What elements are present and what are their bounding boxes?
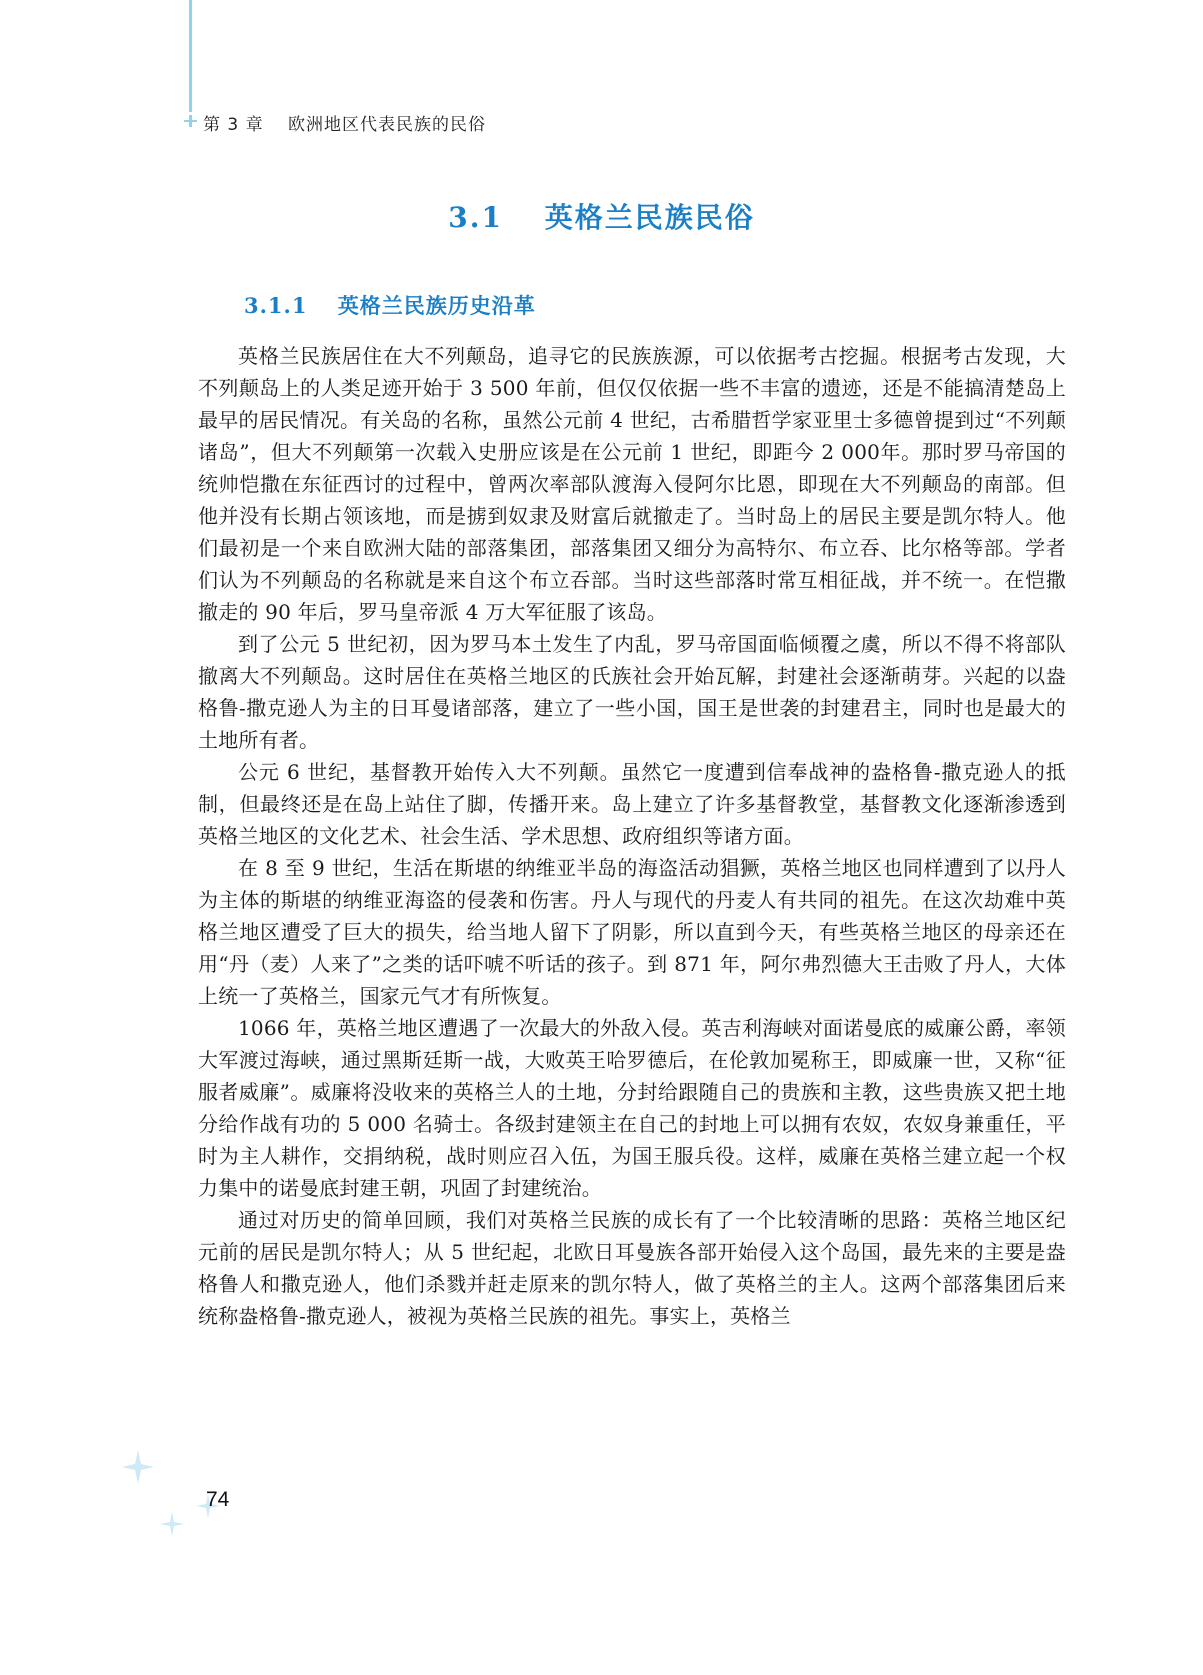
paragraph: 在 8 至 9 世纪，生活在斯堪的纳维亚半岛的海盗活动猖獗，英格兰地区也同样遭到了以丹人为主体的斯堪的纳维亚海盗的侵袭和伤害。丹人与现代的丹麦人有共同的祖先。在这次劫难中英格兰地区遭受了巨大的损失，给当地人留下了阴影，所以直到今天，有些英格兰地区的母亲还在用“丹（麦）人来了”之类的话吓唬不听话的孩子。到 871 年，阿尔弗烈德大王击败了丹人，大体上统一了英格兰，国家元气才有所恢复。: [198, 856, 1066, 1008]
section-number: 3.1: [448, 201, 503, 234]
running-header: [203, 110, 486, 135]
subsection-heading: [244, 290, 536, 320]
section-title: 英格兰民族民俗: [544, 201, 755, 234]
subsection-number: 3.1.1: [244, 293, 308, 318]
section-heading: [0, 196, 1203, 236]
body-text: [198, 340, 1066, 1332]
subsection-title: 英格兰民族历史沿革: [337, 294, 536, 318]
paragraph: 到了公元 5 世纪初，因为罗马本土发生了内乱，罗马帝国面临倾覆之虞，所以不得不将部队撤离大不列颠岛。这时居住在英格兰地区的氏族社会开始瓦解，封建社会逐渐萌芽。兴起的以盎格鲁-撒克逊人为主的日耳曼诸部落，建立了一些小国，国王是世袭的封建君主，同时也是最大的土地所有者。: [198, 632, 1066, 752]
paragraph: 通过对历史的简单回顾，我们对英格兰民族的成长有了一个比较清晰的思路：英格兰地区纪元前的居民是凯尔特人；从 5 世纪起，北欧日耳曼族各部开始侵入这个岛国，最先来的主要是盎格鲁人和撒克逊人，他们杀戮并赶走原来的凯尔特人，做了英格兰的主人。这两个部落集团后来统称盎格鲁-撒克逊人，被视为英格兰民族的祖先。事实上，英格兰: [198, 1208, 1066, 1328]
paragraph: 英格兰民族居住在大不列颠岛，追寻它的民族族源，可以依据考古挖掘。根据考古发现，大不列颠岛上的人类足迹开始于 3 500 年前，但仅仅依据一些不丰富的遗迹，还是不能搞清楚岛上最早的居民情况。有关岛的名称，虽然公元前 4 世纪，古希腊哲学家亚里士多德曾提到过“不列颠诸岛”，但大不列颠第一次载入史册应该是在公元前 1 世纪，即距今 2 000年。那时罗马帝国的统帅恺撒在东征西讨的过程中，曾两次率部队渡海入侵阿尔比恩，即现在大不列颠岛的南部。但他并没有长期占领该地，而是掳到奴隶及财富后就撤走了。当时岛上的居民主要是凯尔特人。他们最初是一个来自欧洲大陆的部落集团，部落集团又细分为高特尔、布立吞、比尔格等部。学者们认为不列颠岛的名称就是来自这个布立吞部。当时这些部落时常互相征战，并不统一。在恺撒撤走的 90 年后，罗马皇帝派 4 万大军征服了该岛。: [198, 344, 1066, 624]
margin-decor-cross-v: [189, 115, 192, 127]
paragraph: 1066 年，英格兰地区遭遇了一次最大的外敌入侵。英吉利海峡对面诺曼底的威廉公爵，率领大军渡过海峡，通过黑斯廷斯一战，大败英王哈罗德后，在伦敦加冕称王，即威廉一世，又称“征服者威廉”。威廉将没收来的英格兰人的土地，分封给跟随自己的贵族和主教，这些贵族又把土地分给作战有功的 5 000 名骑士。各级封建领主在自己的封地上可以拥有农奴，农奴身兼重任，平时为主人耕作，交捐纳税，战时则应召入伍，为国王服兵役。这样，威廉在英格兰建立起一个权力集中的诺曼底封建王朝，巩固了封建统治。: [198, 1016, 1066, 1200]
paragraph: 公元 6 世纪，基督教开始传入大不列颠。虽然它一度遭到信奉战神的盎格鲁-撒克逊人的抵制，但最终还是在岛上站住了脚，传播开来。岛上建立了许多基督教堂，基督教文化逐渐渗透到英格兰地区的文化艺术、社会生活、学术思想、政府组织等诸方面。: [198, 760, 1066, 848]
chapter-number: 第 3 章: [203, 115, 264, 135]
margin-decor-line: [189, 0, 192, 112]
chapter-title: 欧洲地区代表民族的民俗: [288, 115, 487, 135]
page-number: 74: [206, 1488, 230, 1511]
